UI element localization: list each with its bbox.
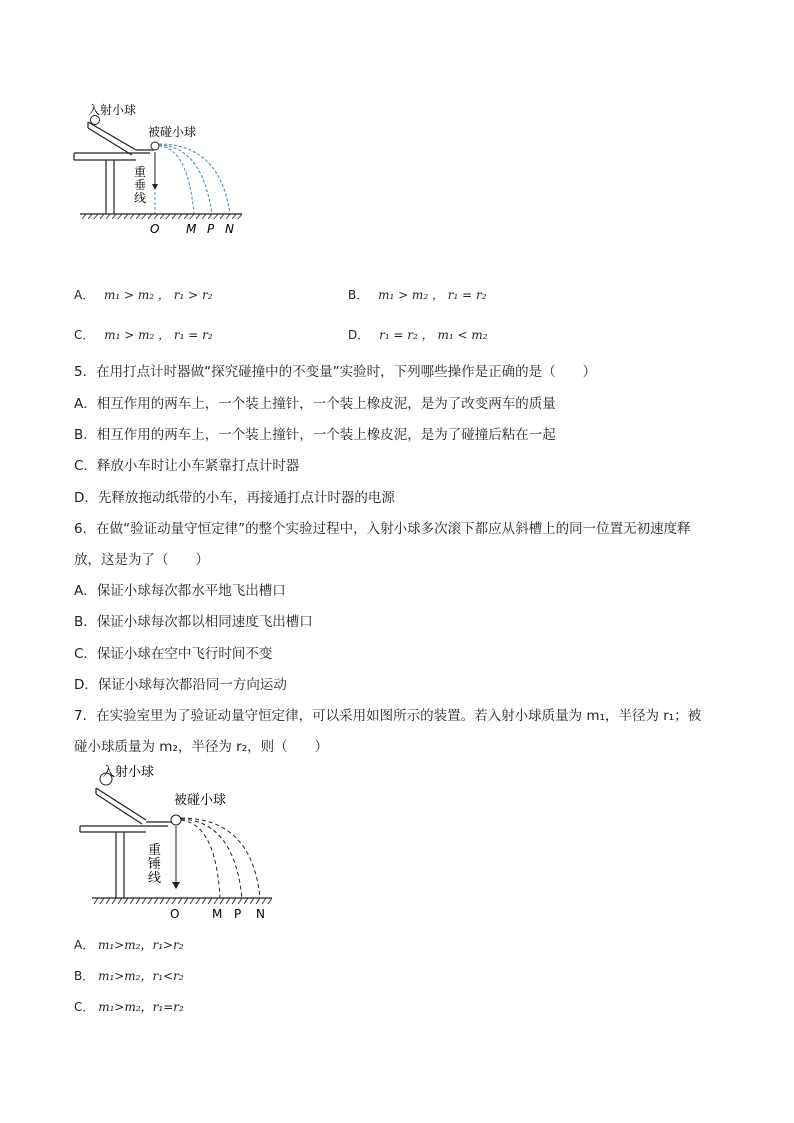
trajectory-M [181, 820, 220, 898]
option-letter: A． [74, 938, 95, 952]
label-plumb-2: 垂 [134, 178, 147, 192]
q7-stem-line1: 7．在实验室里为了验证动量守恒定律，可以采用如图所示的装置。若入射小球质量为 m₁，半径为 r₁；被 [74, 708, 702, 724]
q6-stem-line1: 6．在做“验证动量守恒定律”的整个实验过程中，入射小球多次滚下都应从斜槽上的同一位置无初速度释 [74, 521, 691, 537]
trajectory-M [159, 146, 194, 214]
option-letter: C． [74, 1000, 95, 1014]
q6-option-a[interactable]: A．保证小球每次都水平地飞出槽口 [74, 583, 286, 599]
ramp-bottom-line [88, 128, 132, 155]
trajectory-P [181, 819, 242, 898]
target-ball [151, 142, 159, 150]
q4-option-c[interactable] [74, 326, 213, 344]
option-expression: m₁ > m₂ ， r₁ = r₂ [378, 288, 487, 302]
point-O: O [150, 222, 160, 236]
figure-collision-apparatus-2 [76, 764, 286, 924]
q4-option-b[interactable] [348, 286, 487, 304]
ramp-bottom-line [96, 794, 142, 824]
q7-stem-line2: 碰小球质量为 m₂，半径为 r₂，则（ ） [74, 739, 329, 755]
q5-option-d[interactable]: D．先释放拖动纸带的小车，再接通打点计时器的电源 [74, 490, 395, 506]
point-N: N [256, 907, 265, 921]
ramp-top-line [96, 788, 146, 820]
q7-option-c[interactable] [74, 998, 184, 1016]
option-expression: m₁>m₂，r₁=r₂ [98, 1000, 184, 1014]
point-P: P [234, 907, 242, 921]
option-expression: m₁ > m₂ ， r₁ > r₂ [104, 288, 213, 302]
q5-option-b[interactable]: B．相互作用的两车上，一个装上撞针，一个装上橡皮泥，是为了碰撞后粘在一起 [74, 427, 556, 443]
label-plumb-2: 锤 [148, 857, 162, 872]
label-incident-ball: 入射小球 [88, 103, 137, 117]
point-M: M [212, 907, 223, 921]
point-N: N [225, 222, 234, 236]
ramp-top-line [88, 122, 136, 150]
trajectory-P [159, 145, 212, 214]
label-plumb-1: 重 [148, 843, 162, 858]
q7-option-a[interactable] [74, 936, 184, 954]
point-M: M [186, 222, 197, 236]
q5-stem: 5．在用打点计时器做“探究碰撞中的不变量”实验时，下列哪些操作是正确的是（ ） [74, 364, 597, 380]
q6-stem-line2: 放，这是为了（ ） [74, 552, 209, 568]
q4-option-a[interactable] [74, 286, 213, 304]
option-letter: C． [74, 328, 95, 342]
option-letter: D． [348, 328, 370, 342]
q6-option-c[interactable]: C．保证小球在空中飞行时间不变 [74, 646, 273, 662]
trajectory-N [159, 144, 230, 214]
target-ball [171, 815, 181, 825]
q5-option-c[interactable]: C．释放小车时让小车紧靠打点计时器 [74, 458, 300, 474]
option-letter: B． [74, 969, 95, 983]
q6-option-d[interactable]: D．保证小球每次都沿同一方向运动 [74, 677, 287, 693]
figure-collision-apparatus-1 [70, 100, 250, 240]
trajectory-N [181, 818, 260, 898]
option-expression: m₁>m₂，r₁>r₂ [98, 938, 184, 952]
option-expression: m₁ > m₂ ， r₁ = r₂ [104, 328, 213, 342]
label-target-ball: 被碰小球 [148, 125, 197, 139]
label-plumb-1: 重 [134, 165, 147, 179]
point-P: P [207, 222, 215, 236]
q6-option-b[interactable]: B．保证小球每次都以相同速度飞出槽口 [74, 614, 313, 630]
label-plumb-3: 线 [134, 191, 147, 205]
option-expression: m₁>m₂，r₁<r₂ [98, 969, 184, 983]
option-letter: B． [348, 288, 369, 302]
label-incident-ball: 入射小球 [102, 765, 155, 780]
option-expression: r₁ = r₂ ， m₁ < m₂ [379, 328, 488, 342]
label-target-ball: 被碰小球 [174, 793, 227, 808]
option-letter: A． [74, 288, 95, 302]
point-O: O [170, 907, 180, 921]
q4-option-d[interactable] [348, 326, 488, 344]
q5-option-a[interactable]: A．相互作用的两车上，一个装上撞针，一个装上橡皮泥，是为了改变两车的质量 [74, 396, 556, 412]
q7-option-b[interactable] [74, 967, 184, 985]
label-plumb-3: 线 [148, 871, 162, 886]
